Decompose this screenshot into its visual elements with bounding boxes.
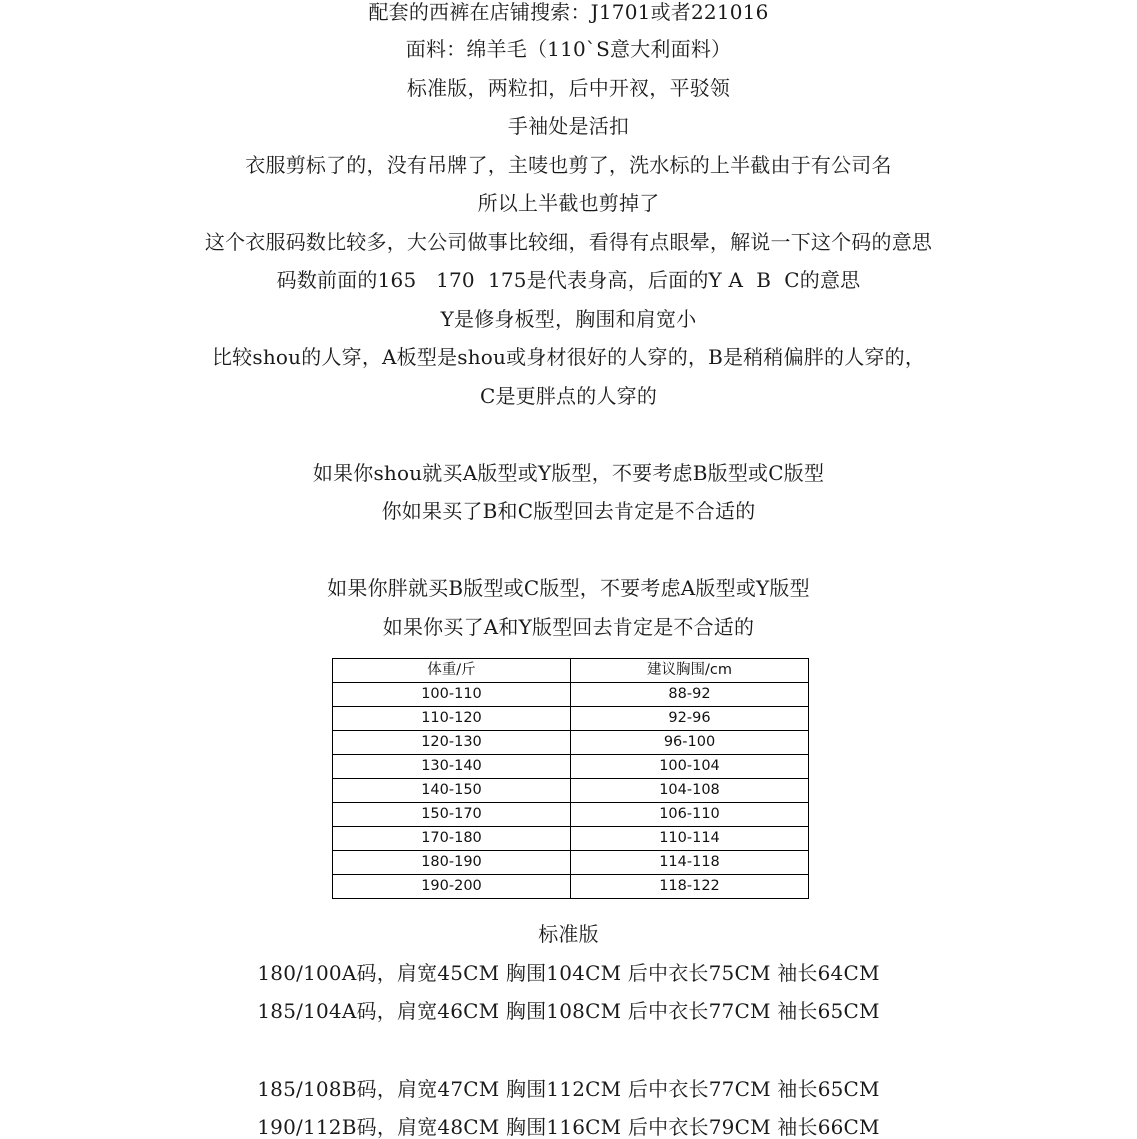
intro-line-height-code: 码数前面的165 170 175是代表身高，后面的Y A B C的意思 [276, 268, 861, 292]
advice-thin-line-2: 你如果买了B和C版型回去肯定是不合适的 [381, 499, 756, 523]
table-row [333, 851, 809, 875]
standard-title: 标准版 [538, 922, 599, 946]
chest-cell: 100-104 [571, 755, 809, 779]
chest-cell: 104-108 [571, 779, 809, 803]
table-row [333, 779, 809, 803]
table-row [333, 683, 809, 707]
chest-cell: 96-100 [571, 731, 809, 755]
advice-fat-line-1: 如果你胖就买B版型或C版型，不要考虑A版型或Y版型 [327, 576, 810, 600]
intro-line-matching-trousers: 配套的西裤在店铺搜索：J1701或者221016 [368, 0, 769, 24]
intro-line-labels-cont: 所以上半截也剪掉了 [477, 191, 660, 215]
advice-thin-line-1: 如果你shou就买A版型或Y版型，不要考虑B版型或C版型 [312, 461, 825, 485]
weight-cell: 120-130 [333, 731, 571, 755]
table-row [333, 803, 809, 827]
chest-cell: 92-96 [571, 707, 809, 731]
weight-cell: 100-110 [333, 683, 571, 707]
table-row [333, 755, 809, 779]
header-weight: 体重/斤 [333, 659, 571, 683]
weight-cell: 140-150 [333, 779, 571, 803]
size-spec-190-112b: 190/112B码，肩宽48CM 胸围116CM 后中衣长79CM 袖长66CM [257, 1115, 880, 1139]
intro-line-size-explain: 这个衣服码数比较多，大公司做事比较细，看得有点眼晕，解说一下这个码的意思 [204, 230, 933, 254]
size-table [332, 658, 809, 899]
intro-line-cuff: 手袖处是活扣 [507, 114, 630, 138]
table-row [333, 875, 809, 899]
size-table-container [332, 658, 809, 899]
size-spec-185-104a: 185/104A码，肩宽46CM 胸围108CM 后中衣长77CM 袖长65CM [257, 999, 880, 1023]
table-row [333, 827, 809, 851]
weight-cell: 150-170 [333, 803, 571, 827]
header-chest: 建议胸围/cm [571, 659, 809, 683]
chest-cell: 110-114 [571, 827, 809, 851]
weight-cell: 180-190 [333, 851, 571, 875]
intro-line-y-fit: Y是修身板型，胸围和肩宽小 [440, 307, 697, 331]
advice-fat-line-2: 如果你买了A和Y版型回去肯定是不合适的 [382, 615, 755, 639]
intro-line-c-fit: C是更胖点的人穿的 [479, 384, 658, 408]
intro-line-fabric: 面料：绵羊毛（110`S意大利面料） [405, 37, 732, 61]
intro-line-labels: 衣服剪标了的，没有吊牌了，主唛也剪了，洗水标的上半截由于有公司名 [245, 153, 892, 177]
intro-line-style: 标准版，两粒扣，后中开衩，平驳领 [406, 76, 731, 100]
chest-cell: 118-122 [571, 875, 809, 899]
weight-cell: 130-140 [333, 755, 571, 779]
size-table-header-row [333, 659, 809, 683]
table-row [333, 731, 809, 755]
table-row [333, 707, 809, 731]
intro-line-a-b-fit: 比较shou的人穿，A板型是shou或身材很好的人穿的，B是稍稍偏胖的人穿的， [211, 345, 926, 369]
weight-cell: 170-180 [333, 827, 571, 851]
chest-cell: 88-92 [571, 683, 809, 707]
chest-cell: 106-110 [571, 803, 809, 827]
chest-cell: 114-118 [571, 851, 809, 875]
size-spec-185-108b: 185/108B码，肩宽47CM 胸围112CM 后中衣长77CM 袖长65CM [257, 1077, 880, 1101]
weight-cell: 110-120 [333, 707, 571, 731]
size-spec-180-100a: 180/100A码，肩宽45CM 胸围104CM 后中衣长75CM 袖长64CM [257, 961, 880, 985]
weight-cell: 190-200 [333, 875, 571, 899]
